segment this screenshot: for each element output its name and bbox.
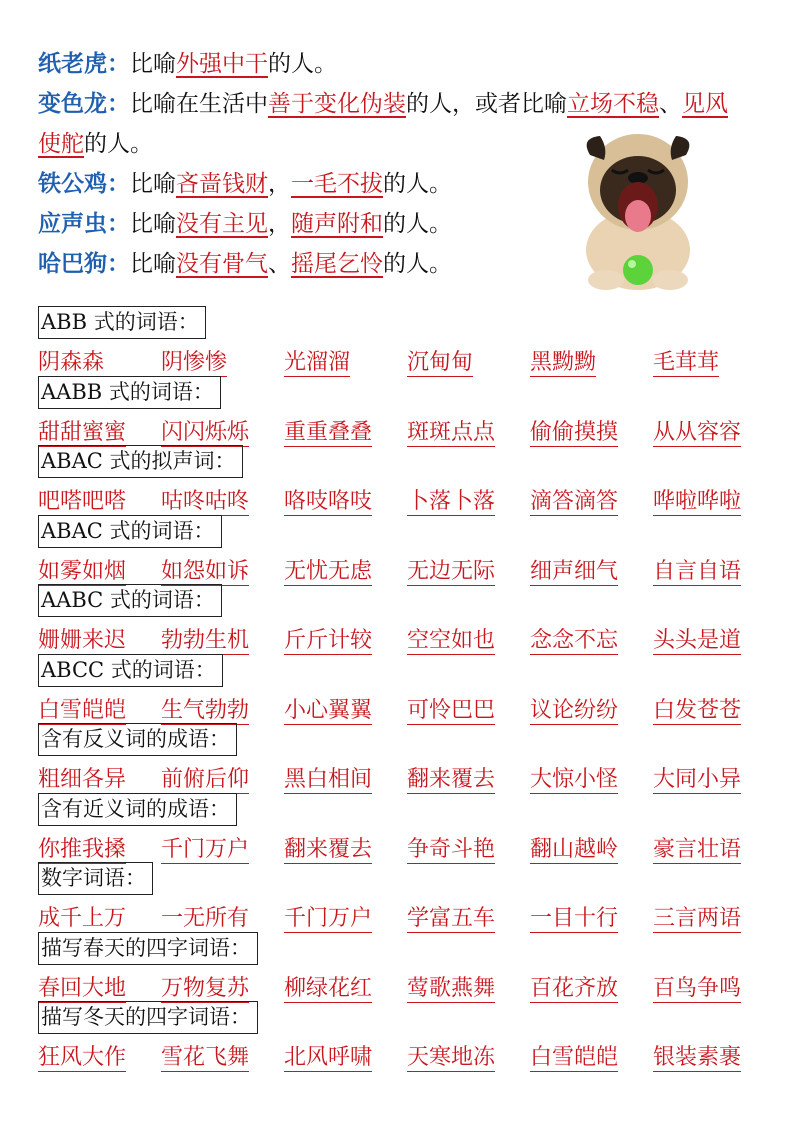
word-item xyxy=(653,623,776,654)
word-text: 重重叠叠 xyxy=(284,419,373,445)
definition-text: ， xyxy=(268,211,291,237)
word-item xyxy=(653,762,776,793)
word-item xyxy=(284,484,407,515)
definition-keyword: 外强中干 xyxy=(176,51,268,77)
definition-colon: ： xyxy=(107,50,130,77)
word-text: 咯吱咯吱 xyxy=(284,489,373,514)
word-item xyxy=(530,623,653,654)
word-item xyxy=(284,693,407,724)
word-text: 学富五车 xyxy=(407,906,496,931)
word-text: 翻来覆去 xyxy=(284,836,373,862)
definition-keyword: 见风 xyxy=(682,91,728,117)
word-item xyxy=(530,971,653,1002)
word-text: 大同小异 xyxy=(653,767,742,792)
word-item xyxy=(284,832,407,863)
word-text: 翻山越岭 xyxy=(530,836,619,862)
word-section xyxy=(38,515,778,585)
word-item xyxy=(653,832,776,863)
section-heading: 描写冬天的四字词语： xyxy=(38,1001,258,1034)
word-item xyxy=(284,971,407,1002)
word-item xyxy=(407,693,530,724)
word-item xyxy=(284,415,407,446)
word-text: 柳绿花红 xyxy=(284,975,373,1001)
word-item xyxy=(284,554,407,585)
word-section xyxy=(38,1001,778,1071)
word-item xyxy=(161,345,284,376)
word-text: 百花齐放 xyxy=(530,975,619,1001)
word-item xyxy=(653,484,776,515)
word-text: 阴惨惨 xyxy=(161,350,228,375)
word-row xyxy=(38,1038,778,1073)
definition-line xyxy=(38,44,768,84)
definition-term: 铁公鸡 xyxy=(38,170,107,197)
word-item xyxy=(407,623,530,654)
word-item xyxy=(38,901,161,932)
word-item xyxy=(38,484,161,515)
word-item xyxy=(530,901,653,932)
definition-text: 的人。 xyxy=(383,171,452,197)
definition-keyword: 善于变化伪装 xyxy=(268,91,406,117)
word-text: 千门万户 xyxy=(161,836,250,862)
word-text: 争奇斗艳 xyxy=(407,836,496,862)
word-text: 天寒地冻 xyxy=(407,1045,496,1070)
word-text: 一无所有 xyxy=(161,906,250,931)
word-item xyxy=(530,415,653,446)
word-text: 可怜巴巴 xyxy=(407,697,496,723)
definition-text: 的人。 xyxy=(383,251,452,277)
word-item xyxy=(407,415,530,446)
word-item xyxy=(530,1040,653,1071)
word-section xyxy=(38,306,778,376)
word-text: 千门万户 xyxy=(284,906,373,931)
word-item xyxy=(161,971,284,1002)
definition-keyword: 没有骨气 xyxy=(176,251,268,277)
definition-term: 变色龙 xyxy=(38,90,107,117)
word-item xyxy=(653,901,776,932)
word-text: 豪言壮语 xyxy=(653,836,742,862)
word-item xyxy=(530,484,653,515)
definition-term: 应声虫 xyxy=(38,210,107,237)
word-item xyxy=(161,484,284,515)
word-section xyxy=(38,723,778,793)
word-text: 咕咚咕咚 xyxy=(161,489,250,514)
definition-text: 、 xyxy=(268,251,291,277)
word-item xyxy=(653,415,776,446)
word-item xyxy=(407,484,530,515)
word-text: 如怨如诉 xyxy=(161,558,250,584)
word-text: 闪闪烁烁 xyxy=(161,419,250,445)
pug-left-ear xyxy=(587,136,606,160)
word-text: 卜落卜落 xyxy=(407,489,496,514)
definition-colon: ： xyxy=(107,170,130,197)
word-text: 细声细气 xyxy=(530,558,619,584)
word-item xyxy=(38,693,161,724)
definition-text: 比喻 xyxy=(130,251,176,277)
section-heading: 数字词语： xyxy=(38,862,153,895)
word-item xyxy=(653,971,776,1002)
word-text: 勃勃生机 xyxy=(161,628,250,653)
word-section xyxy=(38,445,778,515)
word-text: 念念不忘 xyxy=(530,628,619,653)
word-item xyxy=(38,1040,161,1071)
word-item xyxy=(161,762,284,793)
section-heading: 含有近义词的成语： xyxy=(38,793,237,826)
word-text: 狂风大作 xyxy=(38,1045,127,1070)
definition-text: 的人。 xyxy=(383,211,452,237)
definition-keyword: 摇尾乞怜 xyxy=(291,251,383,277)
pug-right-ear xyxy=(671,136,690,160)
word-item xyxy=(284,762,407,793)
definition-keyword: 立场不稳 xyxy=(567,91,659,117)
definition-keyword: 没有主见 xyxy=(176,211,268,237)
word-text: 生气勃勃 xyxy=(161,697,250,723)
definition-text: 的人。 xyxy=(268,51,337,77)
definition-line xyxy=(38,84,768,124)
word-section xyxy=(38,862,778,932)
word-text: 议论纷纷 xyxy=(530,697,619,723)
word-row xyxy=(38,830,778,865)
definition-text: 比喻 xyxy=(130,51,176,77)
section-heading: ABCC 式的词语： xyxy=(38,654,223,687)
word-row xyxy=(38,413,778,448)
word-text: 雪花飞舞 xyxy=(161,1045,250,1070)
word-item xyxy=(161,415,284,446)
definition-text: 比喻在生活中 xyxy=(130,91,268,117)
section-heading: 含有反义词的成语： xyxy=(38,723,237,756)
definition-colon: ： xyxy=(107,250,130,277)
word-text: 从从容容 xyxy=(653,419,742,445)
word-item xyxy=(38,623,161,654)
section-heading: ABAC 式的拟声词： xyxy=(38,445,243,478)
definition-colon: ： xyxy=(107,90,130,117)
word-text: 白雪皑皑 xyxy=(530,1045,619,1070)
word-text: 银装素裹 xyxy=(653,1045,742,1070)
word-item xyxy=(284,1040,407,1071)
section-heading: ABAC 式的词语： xyxy=(38,515,222,548)
pug-right-paw xyxy=(652,270,688,290)
word-text: 小心翼翼 xyxy=(284,697,373,723)
word-item xyxy=(161,693,284,724)
green-ball xyxy=(623,255,653,285)
word-section xyxy=(38,932,778,1002)
word-row xyxy=(38,482,778,517)
word-item xyxy=(161,1040,284,1071)
word-text: 白雪皑皑 xyxy=(38,697,127,723)
word-text: 自言自语 xyxy=(653,558,742,584)
word-text: 百鸟争鸣 xyxy=(653,975,742,1001)
word-item xyxy=(530,762,653,793)
word-text: 黑黝黝 xyxy=(530,350,597,375)
word-item xyxy=(407,971,530,1002)
word-item xyxy=(161,623,284,654)
word-section xyxy=(38,584,778,654)
word-row xyxy=(38,969,778,1004)
word-text: 粗细各异 xyxy=(38,767,127,792)
green-ball-highlight xyxy=(628,260,636,268)
word-text: 毛茸茸 xyxy=(653,350,720,375)
word-item xyxy=(38,832,161,863)
word-item xyxy=(161,901,284,932)
word-text: 阴森森 xyxy=(38,350,105,375)
section-heading: AABC 式的词语： xyxy=(38,584,222,617)
word-text: 白发苍苍 xyxy=(653,697,742,723)
word-item xyxy=(284,345,407,376)
word-item xyxy=(407,762,530,793)
word-item xyxy=(284,623,407,654)
word-item xyxy=(38,415,161,446)
word-item xyxy=(653,693,776,724)
word-text: 无边无际 xyxy=(407,558,496,584)
word-item xyxy=(653,1040,776,1071)
word-row xyxy=(38,552,778,587)
word-text: 无忧无虑 xyxy=(284,558,373,584)
definition-text: ， xyxy=(268,171,291,197)
pug-left-paw xyxy=(588,270,624,290)
word-text: 北风呼啸 xyxy=(284,1045,373,1070)
word-text: 甜甜蜜蜜 xyxy=(38,419,127,445)
definition-term: 哈巴狗 xyxy=(38,250,107,277)
word-text: 前俯后仰 xyxy=(161,767,250,792)
word-text: 三言两语 xyxy=(653,906,742,931)
word-text: 滴答滴答 xyxy=(530,489,619,514)
word-text: 空空如也 xyxy=(407,628,496,653)
pug-tongue xyxy=(625,200,651,232)
word-item xyxy=(38,762,161,793)
word-text: 哗啦哗啦 xyxy=(653,489,742,514)
definition-keyword: 一毛不拔 xyxy=(291,171,383,197)
word-item xyxy=(38,345,161,376)
word-text: 姗姗来迟 xyxy=(38,628,127,653)
definition-term: 纸老虎 xyxy=(38,50,107,77)
word-item xyxy=(284,901,407,932)
definition-colon: ： xyxy=(107,210,130,237)
definition-text: 的人。 xyxy=(84,131,153,157)
pug-dog-illustration xyxy=(568,120,708,295)
definition-text: 、 xyxy=(659,91,682,117)
word-text: 翻来覆去 xyxy=(407,767,496,792)
word-item xyxy=(530,345,653,376)
word-section xyxy=(38,654,778,724)
word-item xyxy=(530,832,653,863)
word-item xyxy=(407,345,530,376)
word-text: 你推我搡 xyxy=(38,836,127,862)
word-text: 吧嗒吧嗒 xyxy=(38,489,127,514)
word-text: 偷偷摸摸 xyxy=(530,419,619,445)
word-text: 斤斤计较 xyxy=(284,628,373,653)
definition-text: 比喻 xyxy=(130,171,176,197)
word-item xyxy=(407,1040,530,1071)
word-item xyxy=(161,832,284,863)
definition-keyword: 吝啬钱财 xyxy=(176,171,268,197)
word-text: 斑斑点点 xyxy=(407,419,496,445)
word-text: 黑白相间 xyxy=(284,767,373,792)
definition-keyword: 随声附和 xyxy=(291,211,383,237)
word-item xyxy=(407,832,530,863)
word-text: 头头是道 xyxy=(653,628,742,653)
word-row xyxy=(38,899,778,934)
word-row xyxy=(38,760,778,795)
definition-keyword: 使舵 xyxy=(38,131,84,157)
word-text: 春回大地 xyxy=(38,975,127,1001)
word-item xyxy=(407,554,530,585)
word-item xyxy=(407,901,530,932)
word-text: 莺歌燕舞 xyxy=(407,975,496,1001)
word-text: 万物复苏 xyxy=(161,975,250,1001)
word-section xyxy=(38,376,778,446)
section-heading: ABB 式的词语： xyxy=(38,306,206,339)
word-item xyxy=(653,554,776,585)
word-row xyxy=(38,621,778,656)
word-text: 沉甸甸 xyxy=(407,350,474,375)
word-sections xyxy=(38,306,778,1071)
word-text: 光溜溜 xyxy=(284,350,351,375)
word-section xyxy=(38,793,778,863)
word-text: 如雾如烟 xyxy=(38,558,127,584)
word-text: 成千上万 xyxy=(38,906,127,931)
word-item xyxy=(161,554,284,585)
definition-text: 比喻 xyxy=(130,211,176,237)
word-item xyxy=(653,345,776,376)
word-row xyxy=(38,343,778,378)
section-heading: 描写春天的四字词语： xyxy=(38,932,258,965)
definition-text: 的人，或者比喻 xyxy=(406,91,567,117)
word-item xyxy=(530,693,653,724)
word-item xyxy=(38,554,161,585)
word-item xyxy=(530,554,653,585)
word-row xyxy=(38,691,778,726)
word-item xyxy=(38,971,161,1002)
word-text: 大惊小怪 xyxy=(530,767,619,792)
word-text: 一目十行 xyxy=(530,906,619,931)
section-heading: AABB 式的词语： xyxy=(38,376,221,409)
